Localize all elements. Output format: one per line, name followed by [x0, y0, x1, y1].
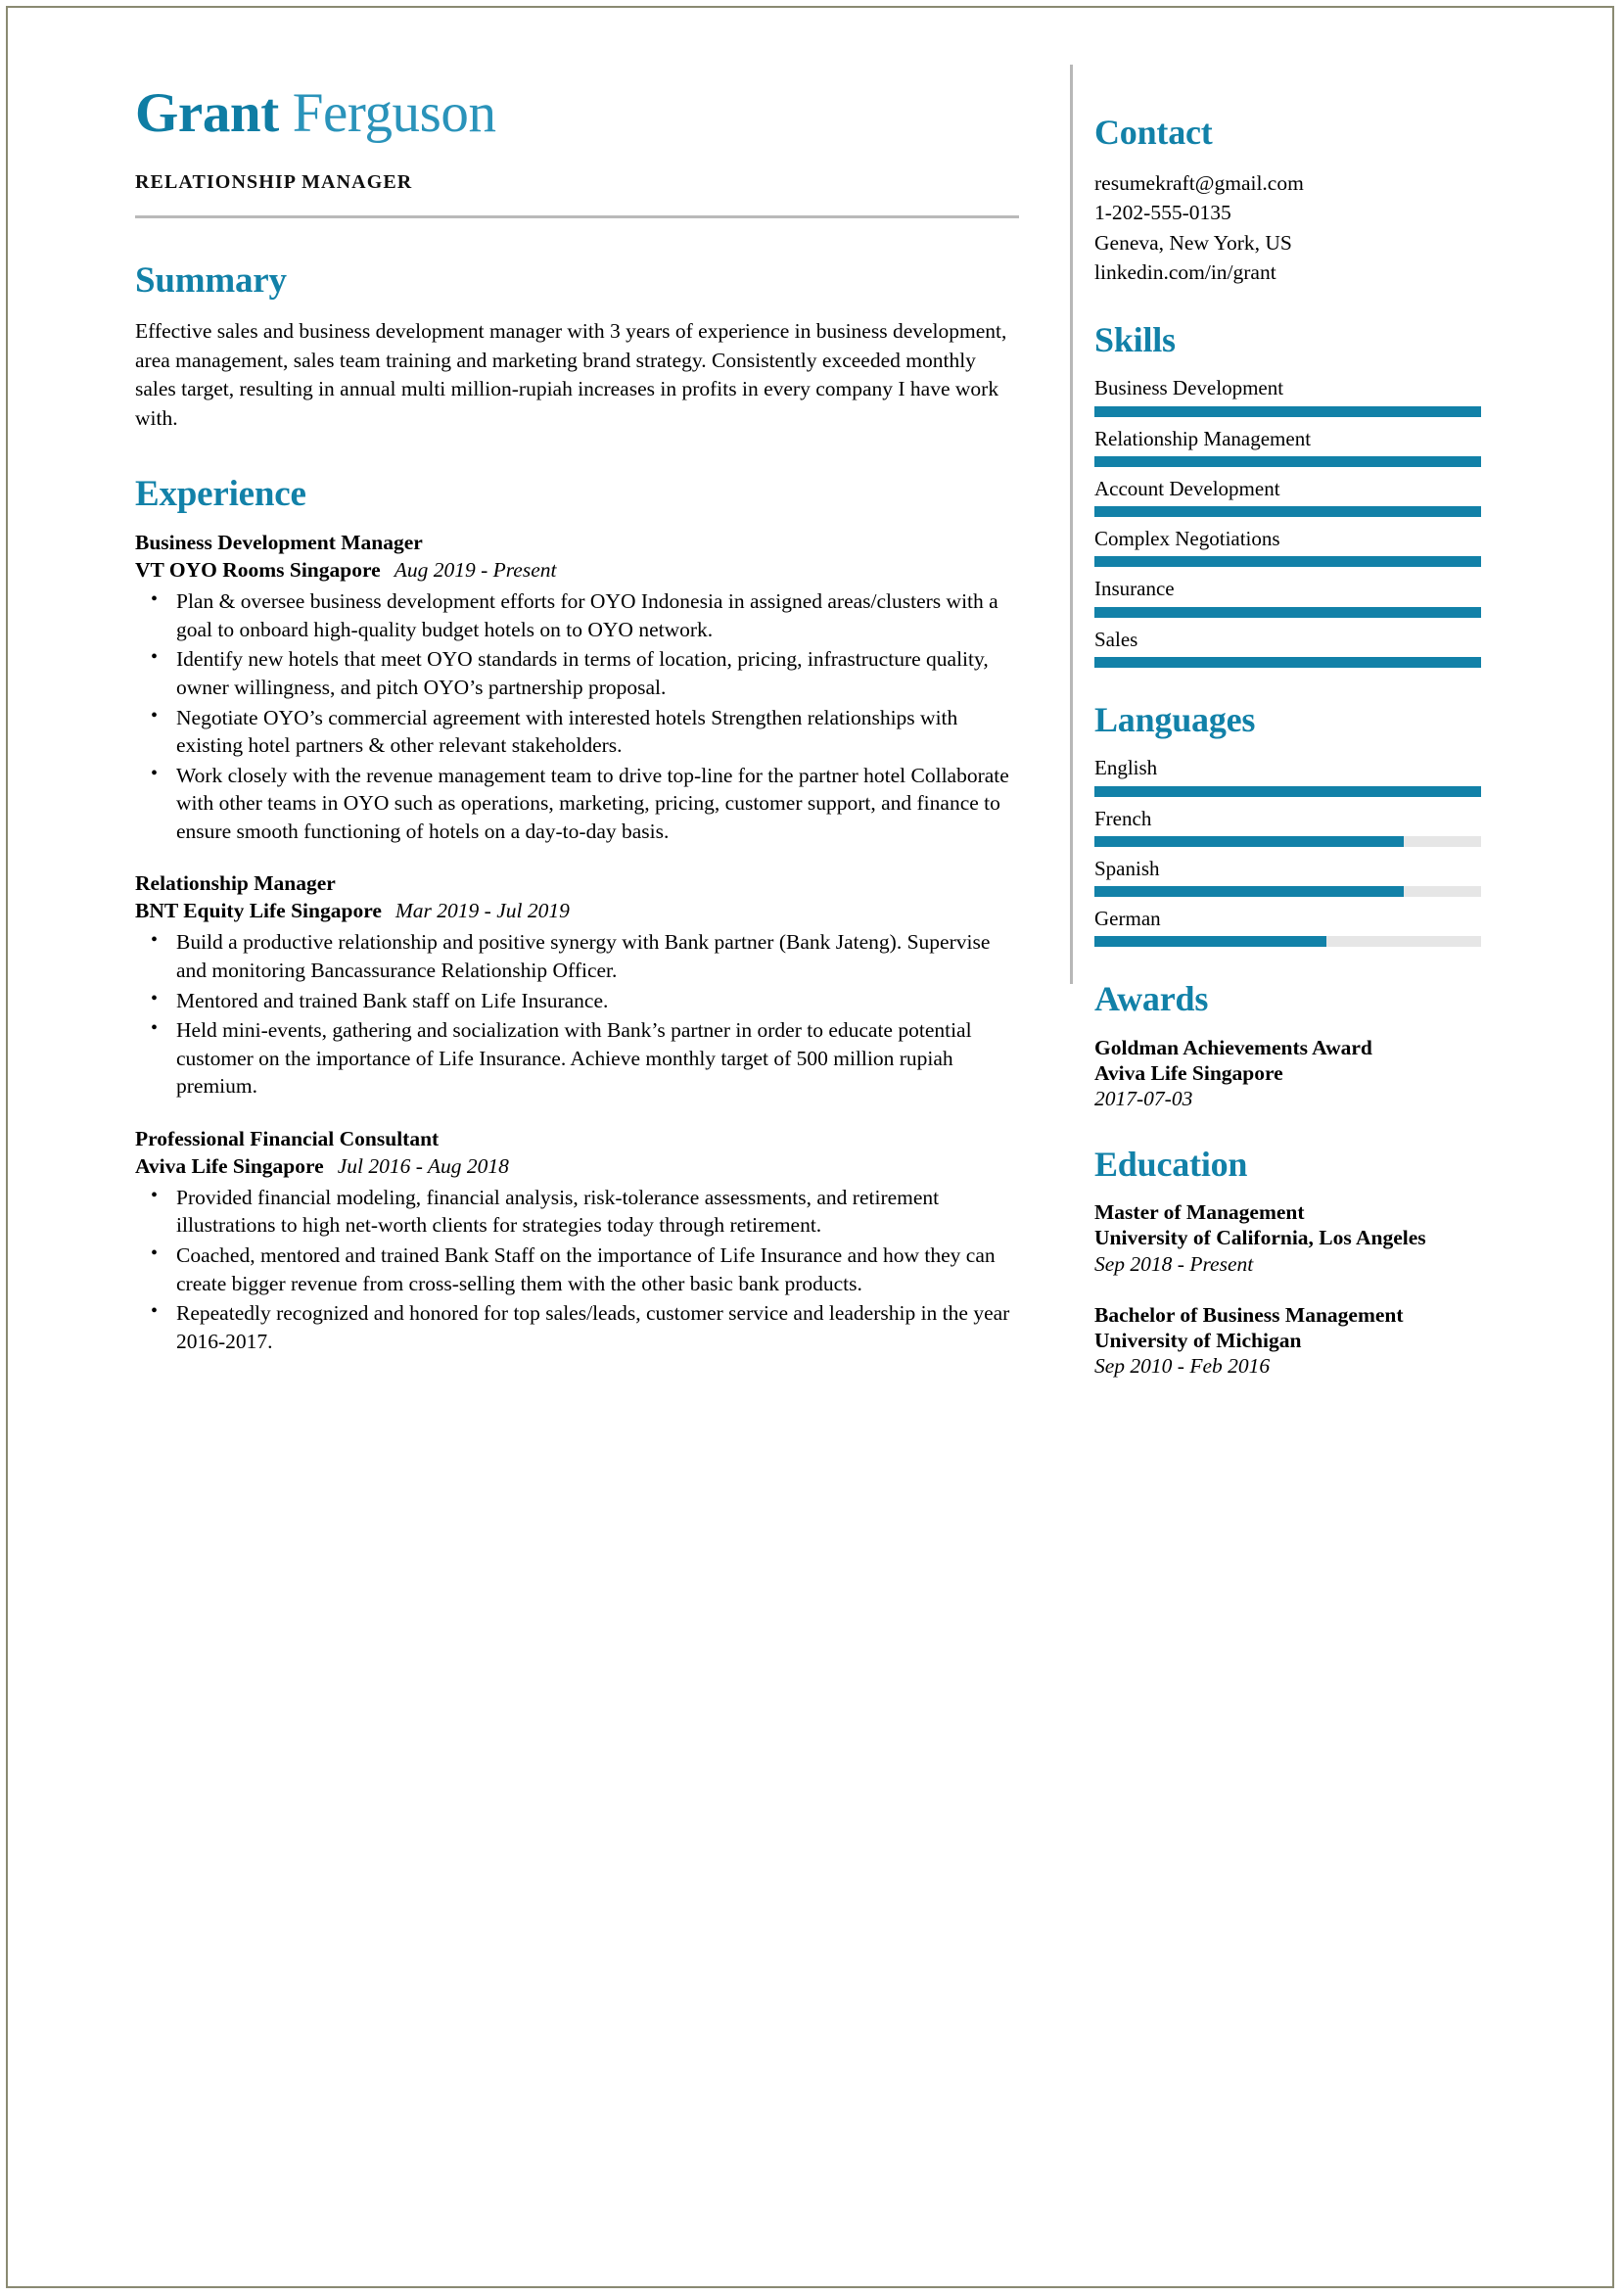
contact-section [1094, 114, 1612, 288]
language-bar-fill [1094, 936, 1326, 947]
contact-phone[interactable]: 1-202-555-0135 [1094, 201, 1231, 225]
education-item [1094, 1302, 1612, 1380]
skill-label: Business Development [1094, 376, 1284, 400]
skill-item [1094, 426, 1612, 467]
language-bar-fill [1094, 836, 1404, 847]
language-item [1094, 806, 1612, 847]
experience-entry [135, 870, 1019, 1100]
skill-label: Insurance [1094, 577, 1175, 601]
skill-bar-track [1094, 556, 1481, 567]
list-item: • Provided financial modeling, financial analysis, risk-tolerance assessments, and retirement illustrations to high net-worth clients for strategies today through retirement. [135, 1184, 1019, 1240]
list-item: • Repeatedly recognized and honored for top sales/leads, customer service and leadership in the year 2016-2017. [135, 1299, 1019, 1355]
contact-heading: Contact [1094, 113, 1213, 152]
list-item: • Coached, mentored and trained Bank Staff on the importance of Life Insurance and how they can create bigger revenue from cross-selling them with the other basic bank products. [135, 1242, 1019, 1297]
experience-heading: Experience [135, 473, 306, 514]
skill-label: Relationship Management [1094, 426, 1312, 450]
experience-dates: Jul 2016 - Aug 2018 [337, 1153, 509, 1178]
experience-role: Professional Financial Consultant [135, 1126, 440, 1150]
education-section [1094, 1146, 1612, 1380]
award-title: Goldman Achievements Award [1094, 1035, 1372, 1059]
resume-sidebar [1073, 8, 1612, 2286]
skill-item [1094, 576, 1612, 617]
language-label: Spanish [1094, 856, 1160, 880]
languages-heading: Languages [1094, 699, 1256, 739]
experience-dates: Aug 2019 - Present [394, 558, 557, 583]
language-item [1094, 906, 1612, 947]
list-item: • Work closely with the revenue management team to drive top-line for the partner hotel Collaborate with other teams in OYO such as operations, marketing, pricing, customer support, and finance to ensure smooth functioning of hotels on a day-to-day basis. [135, 762, 1019, 846]
language-label: German [1094, 907, 1161, 931]
experience-company: Aviva Life Singapore [135, 1153, 324, 1178]
language-bar-track [1094, 836, 1481, 847]
award-date: 2017-07-03 [1094, 1087, 1193, 1111]
skill-bar-fill [1094, 607, 1481, 618]
skill-label: Account Development [1094, 476, 1280, 500]
list-item: • Plan & oversee business development efforts for OYO Indonesia in assigned areas/clusters with a goal to onboard high-quality budget hotels on to OYO network. [135, 587, 1019, 643]
skill-item [1094, 476, 1612, 517]
language-item [1094, 755, 1612, 796]
language-label: French [1094, 806, 1152, 830]
award-org: Aviva Life Singapore [1094, 1061, 1283, 1086]
list-item: • Build a productive relationship and positive synergy with Bank partner (Bank Jateng). Supervise and monitoring Bancassurance Relationship Officer. [135, 928, 1019, 984]
experience-bullets [135, 1184, 1019, 1356]
education-dates: Sep 2018 - Present [1094, 1251, 1254, 1276]
language-bar-track [1094, 786, 1481, 797]
education-degree: Bachelor of Business Management [1094, 1302, 1404, 1327]
experience-section [135, 475, 1019, 1356]
experience-bullets [135, 587, 1019, 845]
skill-bar-track [1094, 607, 1481, 618]
education-school: University of California, Los Angeles [1094, 1226, 1426, 1250]
skill-label: Sales [1094, 627, 1138, 651]
page-title [135, 84, 1019, 142]
list-item: • Mentored and trained Bank staff on Life Insurance. [135, 987, 1019, 1015]
contact-linkedin[interactable]: linkedin.com/in/grant [1094, 260, 1276, 285]
language-bar-track [1094, 886, 1481, 897]
language-bar-track [1094, 936, 1481, 947]
experience-dates: Mar 2019 - Jul 2019 [394, 899, 570, 923]
skills-section [1094, 321, 1612, 668]
experience-entry [135, 530, 1019, 845]
skill-bar-fill [1094, 556, 1481, 567]
awards-section [1094, 980, 1612, 1111]
education-dates: Sep 2010 - Feb 2016 [1094, 1354, 1271, 1379]
first-name: Grant [135, 82, 279, 144]
skill-bar-fill [1094, 456, 1481, 467]
experience-entry [135, 1126, 1019, 1355]
education-degree: Master of Management [1094, 1200, 1305, 1225]
last-name: Ferguson [292, 82, 496, 144]
resume-main-column [8, 8, 1070, 2286]
language-item [1094, 856, 1612, 897]
header-divider [135, 215, 1019, 218]
summary-heading: Summary [135, 260, 287, 302]
skill-bar-fill [1094, 506, 1481, 517]
skill-bar-track [1094, 456, 1481, 467]
skill-item [1094, 526, 1612, 567]
skill-item [1094, 627, 1612, 668]
awards-heading: Awards [1094, 979, 1209, 1019]
education-school: University of Michigan [1094, 1329, 1302, 1353]
education-heading: Education [1094, 1144, 1248, 1184]
summary-text: Effective sales and business development manager with 3 years of experience in business development, area management, sales team training and marketing brand strategy. Consistently exceeded monthly sales target, resulting in annual multi million-rupiah increases in profits in every company I have work with. [135, 318, 1007, 430]
skills-heading: Skills [1094, 319, 1176, 359]
skill-bar-fill [1094, 657, 1481, 668]
experience-role: Business Development Manager [135, 531, 423, 555]
skill-item [1094, 375, 1612, 416]
language-label: English [1094, 756, 1158, 780]
skill-bar-track [1094, 406, 1481, 417]
list-item: • Negotiate OYO’s commercial agreement with interested hotels Strengthen relationships with existing hotel partners & other relevant stakeholders. [135, 704, 1019, 760]
skill-bar-track [1094, 657, 1481, 668]
contact-email[interactable]: resumekraft@gmail.com [1094, 170, 1304, 195]
experience-bullets [135, 928, 1019, 1101]
languages-section [1094, 701, 1612, 948]
resume-page [6, 6, 1614, 2288]
list-item: • Identify new hotels that meet OYO standards in terms of location, pricing, infrastructure quality, owner willingness, and pitch OYO’s partnership proposal. [135, 645, 1019, 701]
education-item [1094, 1199, 1612, 1277]
skill-bar-fill [1094, 406, 1481, 417]
job-title: RELATIONSHIP MANAGER [135, 171, 413, 194]
experience-company: VT OYO Rooms Singapore [135, 558, 381, 583]
award-item [1094, 1035, 1612, 1112]
summary-section [135, 261, 1019, 433]
skill-bar-track [1094, 506, 1481, 517]
list-item: • Held mini-events, gathering and socialization with Bank’s partner in order to educate potential customer on the importance of Life Insurance. Achieve monthly target of 500 million rupiah premium. [135, 1016, 1019, 1101]
skill-label: Complex Negotiations [1094, 527, 1280, 550]
experience-role: Relationship Manager [135, 871, 336, 896]
language-bar-fill [1094, 786, 1481, 797]
contact-location: Geneva, New York, US [1094, 230, 1292, 255]
language-bar-fill [1094, 886, 1404, 897]
experience-company: BNT Equity Life Singapore [135, 899, 382, 923]
